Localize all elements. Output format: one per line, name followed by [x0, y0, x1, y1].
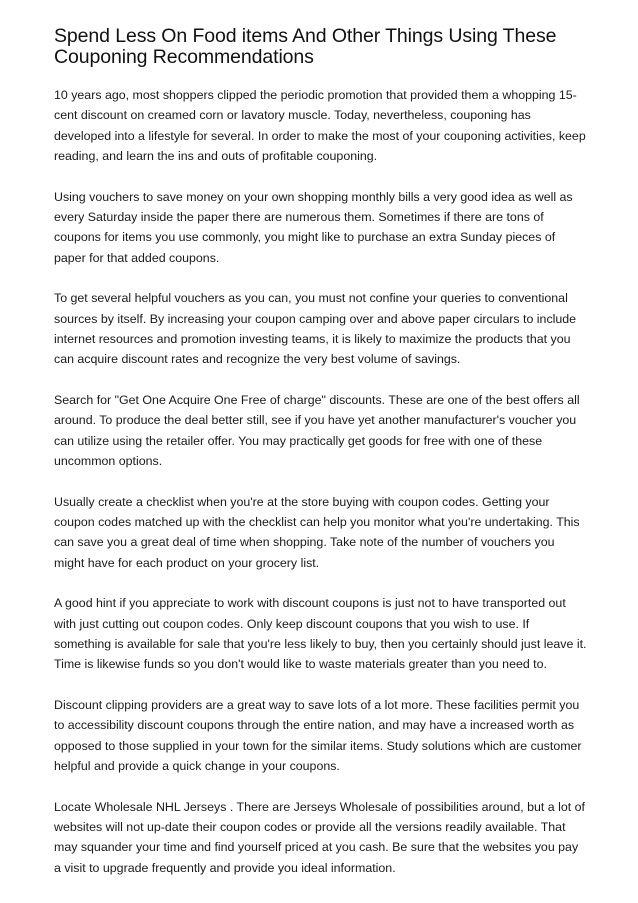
paragraph-4: Search for "Get One Acquire One Free of charge" discounts. These are one of the best offers all around. To produce the deal better still, see if you have yet another manufacturer's voucher you can utilize using the retailer offer. You may practically get goods for free with one of these uncommon options. [54, 393, 580, 468]
paragraph-6: A good hint if you appreciate to work with discount coupons is just not to have transported out with just cutting out coupon codes. Only keep discount coupons that you wish to use. If something is available for sale that you're less likely to buy, then you certainly should just leave it. Time is likewise funds so you don't would like to waste materials greater than you need to. [54, 596, 587, 672]
document-title: Spend Less On Food items And Other Things Using These Couponing Recommendations [54, 25, 557, 68]
paragraph-3: To get several helpful vouchers as you can, you must not confine your queries to conventional sources by itself. By increasing your coupon camping over and above paper circulars to include internet resources and promotion investing teams, it is likely to maximize the products that you can acquire discount rates and recognize the very best volume of savings. [54, 291, 577, 367]
paragraph-2: Using vouchers to save money on your own shopping monthly bills a very good idea as well as every Saturday inside the paper there are numerous them. Sometimes if there are tons of coupons for items you use commonly, you might like to purchase an extra Sunday pieces of paper for that added coupons. [54, 189, 573, 265]
paragraph-1: 10 years ago, most shoppers clipped the periodic promotion that provided them a whopping 15-cent discount on creamed corn or lavatory muscle. Today, nevertheless, couponing has developed into a lifestyle for several. In order to make the most of your couponing activities, keep reading, and learn the ins and outs of profitable couponing. [54, 88, 586, 163]
document-page [54, 26, 588, 878]
paragraph-7: Discount clipping providers are a great way to save lots of a lot more. These facilities permit you to accessibility discount coupons through the entire nation, and may have a increased worth as opposed to those supplied in your town for the similar items. Study solutions which are customer helpful and provide a quick change in your coupons. [54, 698, 582, 774]
paragraph-5: Usually create a checklist when you're at the store buying with coupon codes. Getting your coupon codes matched up with the checklist can help you monitor what you're undertaking. This can save you a great deal of time when shopping. Take note of the number of vouchers you might have for each product on your grocery list. [54, 494, 580, 570]
paragraph-8: Locate Wholesale NHL Jerseys . There are Jerseys Wholesale of possibilities around, but a lot of websites will not up-date their coupon codes or provide all the versions readily available. That may squander your time and find yourself priced at you cash. Be sure that the websites you pay a visit to upgrade frequently and provide you ideal information. [54, 799, 585, 875]
